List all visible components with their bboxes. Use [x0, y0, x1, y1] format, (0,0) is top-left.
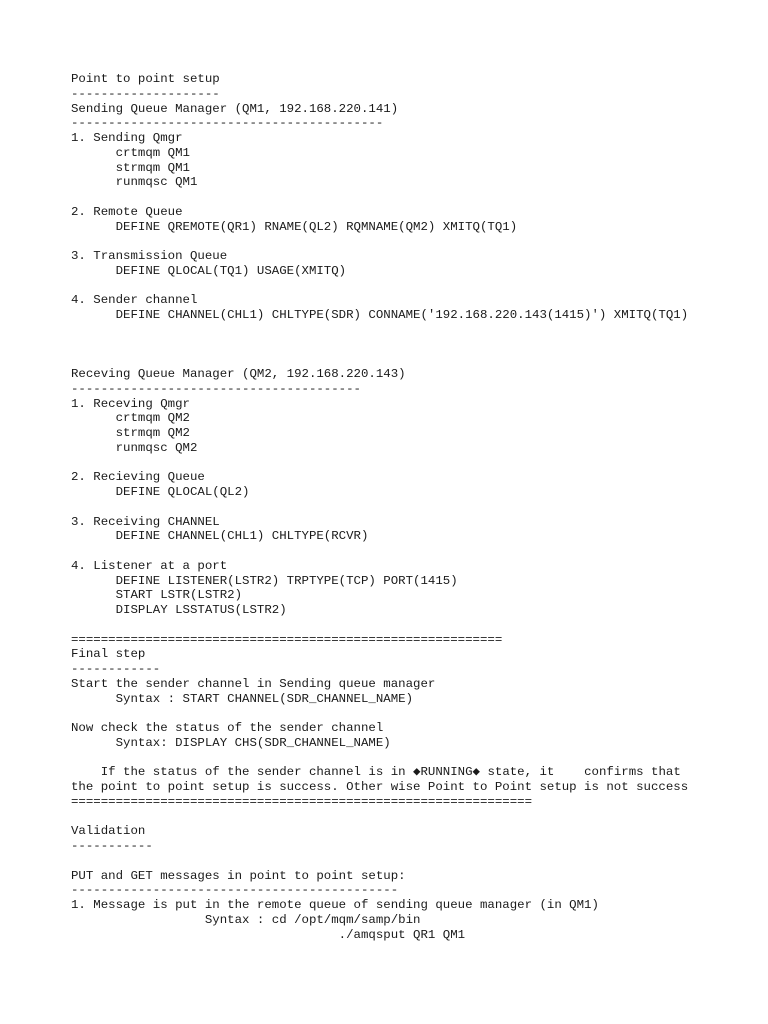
command-line: DEFINE CHANNEL(CHL1) CHLTYPE(RCVR): [71, 529, 369, 544]
paragraph-line: the point to point setup is success. Other wise Point to Point setup is not success: [71, 780, 689, 794]
separator-rule: ==============================================================: [71, 794, 533, 809]
command-line: runmqsc QM2: [71, 440, 198, 455]
section-underline: ------------: [71, 662, 161, 676]
document-body: [71, 72, 751, 942]
doc-title: Point to point setup: [71, 72, 220, 86]
blank-line: [71, 618, 751, 633]
section-underline: ---------------------------------------: [71, 381, 361, 396]
separator-rule: ==========================================================: [71, 632, 503, 647]
section-heading-final-step: Final step: [71, 647, 146, 662]
blank-line: [71, 810, 751, 825]
blank-line: [71, 854, 751, 869]
command-line: Syntax : START CHANNEL(SDR_CHANNEL_NAME): [71, 691, 414, 706]
step-heading: 3. Receiving CHANNEL: [71, 514, 220, 529]
command-line: crtmqm QM1: [71, 145, 190, 160]
command-line: strmqm QM1: [71, 160, 190, 175]
command-line: crtmqm QM2: [71, 411, 190, 426]
section-underline: ------------------------------------------: [71, 116, 384, 131]
blank-line: [71, 352, 751, 367]
step-heading: 4. Sender channel: [71, 293, 198, 308]
step-heading: 4. Listener at a port: [71, 558, 228, 573]
command-line: START LSTR(LSTR2): [71, 588, 243, 603]
step-heading: 1. Sending Qmgr: [71, 131, 183, 145]
blank-line: [71, 234, 751, 249]
section-heading-sending-qm: Sending Queue Manager (QM1, 192.168.220.141): [71, 101, 399, 116]
command-line: strmqm QM2: [71, 426, 190, 440]
command-line: Syntax : cd /opt/mqm/samp/bin: [71, 912, 421, 927]
blank-line: [71, 323, 751, 338]
paragraph-line: If the status of the sender channel is in ◆RUNNING◆ state, it confirms that: [71, 765, 681, 780]
command-line: DEFINE QLOCAL(TQ1) USAGE(XMITQ): [71, 263, 347, 278]
blank-line: [71, 706, 751, 721]
command-line: DEFINE QREMOTE(QR1) RNAME(QL2) RQMNAME(QM2) XMITQ(TQ1): [71, 219, 518, 234]
command-line: ./amqsput QR1 QM1: [71, 927, 466, 942]
step-heading: 2. Remote Queue: [71, 204, 183, 219]
command-line: DEFINE LISTENER(LSTR2) TRPTYPE(TCP) PORT(1415): [71, 573, 458, 588]
section-heading-put-get: PUT and GET messages in point to point setup:: [71, 868, 406, 883]
command-line: Syntax: DISPLAY CHS(SDR_CHANNEL_NAME): [71, 735, 391, 750]
blank-line: [71, 190, 751, 205]
step-heading: 3. Transmission Queue: [71, 249, 228, 263]
section-heading-receiving-qm: Receving Queue Manager (QM2, 192.168.220.143): [71, 367, 406, 381]
command-line: runmqsc QM1: [71, 175, 198, 190]
section-underline: -----------: [71, 839, 153, 853]
blank-line: [71, 544, 751, 559]
blank-line: [71, 751, 751, 766]
paragraph-line: Start the sender channel in Sending queue manager: [71, 676, 436, 691]
paragraph-line: Now check the status of the sender channel: [71, 721, 384, 735]
blank-line: [71, 338, 751, 353]
step-heading: 1. Message is put in the remote queue of sending queue manager (in QM1): [71, 898, 599, 912]
blank-line: [71, 456, 751, 471]
command-line: DEFINE QLOCAL(QL2): [71, 485, 250, 499]
section-heading-validation: Validation: [71, 824, 146, 839]
command-line: DEFINE CHANNEL(CHL1) CHLTYPE(SDR) CONNAME('192.168.220.143(1415)') XMITQ(TQ1): [71, 308, 689, 322]
section-underline: --------------------------------------------: [71, 883, 399, 898]
blank-line: [71, 279, 751, 294]
title-underline: --------------------: [71, 86, 220, 101]
blank-line: [71, 500, 751, 515]
step-heading: 1. Receving Qmgr: [71, 396, 190, 411]
command-line: DISPLAY LSSTATUS(LSTR2): [71, 603, 287, 617]
step-heading: 2. Recieving Queue: [71, 470, 205, 485]
